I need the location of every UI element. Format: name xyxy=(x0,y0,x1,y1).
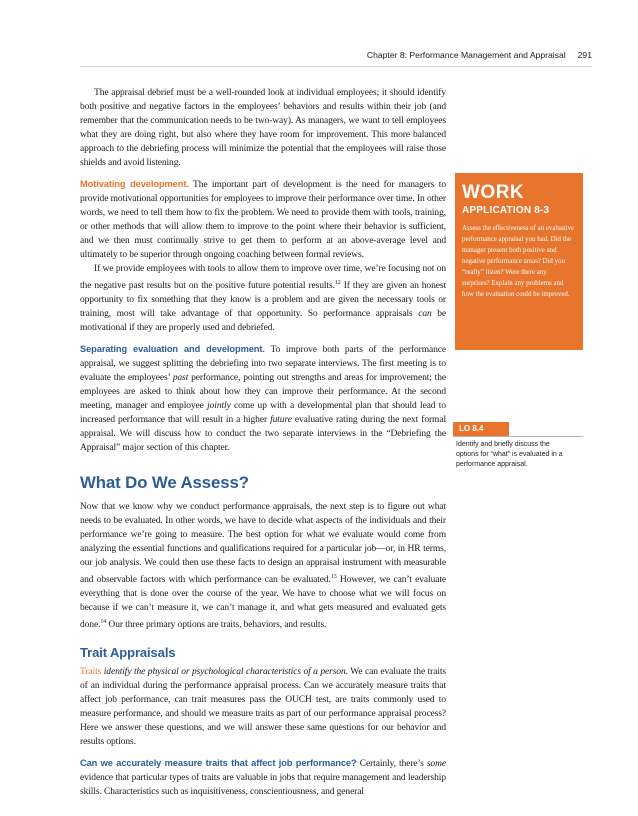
paragraph-text: be motivational if they are properly used and debriefed. xyxy=(80,309,447,334)
emphasis-text: past xyxy=(172,373,189,384)
header-rule xyxy=(80,66,592,67)
key-term-traits: Traits xyxy=(80,667,102,678)
paragraph-text: Now that we know why we conduct performance appraisals, the next step is to figure out what needs to be evaluated. In other words, we have to decide what aspects of the individuals and their performance we’re going to measure. The best option for what we evaluate would come from analyzing the essential functions and qualifications required for a particular job—or, in HR terms, our job analysis. We could then use these facts to design an appraisal instrument with measurable and observable factors with which performance can be evaluated. xyxy=(80,502,446,586)
paragraph-motivating-development xyxy=(80,177,446,262)
emphasis-text: jointly xyxy=(207,401,231,412)
footnote-ref: 13 xyxy=(330,574,337,581)
work-application-title: WORK xyxy=(462,182,525,203)
work-application-number: APPLICATION 8-3 xyxy=(462,205,550,216)
paragraph-text: If we provide employees with tools to allow them to improve over time, we’re focusing not on the negative past results but on the positive future potential results. xyxy=(80,264,446,292)
running-title: Chapter 8: Performance Management and Appraisal xyxy=(366,50,566,60)
paragraph-tools xyxy=(80,262,446,335)
paragraph-debrief: The appraisal debrief must be a well-rounded look at individual employees; it should identify both positive and negative factors in the employees’ behaviors and results within their job (and remember that the communication needs to be two-way). As managers, we want to tell employees what they are doing right, but also where they have room for improvement. This more balanced approach to the debriefing process will minimize the potential that the employees will raise those shields and avoid listening. xyxy=(80,88,446,168)
paragraph-text: However, we can’t evaluate everything that is done over the course of the year. We have to choose what we will focus on because if we can’t measure it, we can’t manage it, and what gets measured and evaluated gets done. xyxy=(80,575,447,631)
emphasis-text: some xyxy=(426,759,446,770)
footnote-ref: 14 xyxy=(100,619,107,626)
work-application-box xyxy=(455,173,583,350)
paragraph-text: Certainly, there’s xyxy=(356,759,427,770)
key-term-definition: identify the physical or psychological characteristics of a person xyxy=(101,667,346,678)
paragraph-what-to-evaluate xyxy=(80,500,446,632)
paragraph-measure-traits xyxy=(80,756,446,799)
subsection-heading-trait-appraisals: Trait Appraisals xyxy=(80,645,176,661)
paragraph-text: come up with a developmental plan that should lead to increased performance that will result in a higher xyxy=(80,401,446,426)
page-number: 291 xyxy=(577,50,592,60)
paragraph-separating xyxy=(80,342,446,455)
learning-objective-label: LO 8.4 xyxy=(453,422,509,436)
learning-objective-text: Identify and briefly discuss the options for “what” is evaluated in a performance appraisal. xyxy=(456,441,563,469)
run-in-heading-separating: Separating evaluation and development. xyxy=(80,344,265,355)
run-in-heading-measure-traits: Can we accurately measure traits that affect job performance? xyxy=(80,758,357,769)
paragraph-text: The important part of development is the need for managers to provide motivational opportunities for employees to improve their performance over time. In other words, we need to tell them how to fix the problem. We need to provide them with tools, training, or other methods that will allow them to improve to the point where their behavior is sufficient, and we then must continually strive to get them to perform at an above-average level and ultimately to be superior through ongoing coaching between formal reviews. xyxy=(80,180,446,260)
work-application-text: Assess the effectiveness of an evaluative performance appraisal you had. Did the manager present both positive and negative performance areas? Did you “really” listen? Were there any surprises? Explain any problems and how the evaluation could be improved. xyxy=(462,225,575,298)
paragraph-text: performance, pointing out strengths and areas for improvement; the employees are asked to think about how they can improve their performance. At the second meeting, manager and employee xyxy=(80,373,446,412)
paragraph-text: evidence that particular types of traits are valuable in jobs that require management and leadership skills. Characteristics such as inquisitiveness, conscientiousness, and general xyxy=(80,773,446,798)
paragraph-text: evaluative rating during the next formal appraisal. We will discuss how to conduct the two separate interviews in the “Debriefing the Appraisal” major section of this chapter. xyxy=(80,415,446,454)
running-header xyxy=(367,50,592,60)
run-in-heading-motivating: Motivating development. xyxy=(80,179,189,189)
learning-objective-rule xyxy=(453,436,583,437)
paragraph-text: . We can evaluate the traits of an individual during the performance appraisal process. Can we accurately measure traits that affect job performance, can trait measures pass the OUCH test, are traits commonly used to measure performance, and should we measure traits as part of our performance appraisal process? Here we answer these questions, and we will answer these same questions for our behavior and results options. xyxy=(80,667,446,748)
paragraph-text: Our three primary options are traits, behaviors, and results. xyxy=(106,620,327,631)
footnote-ref: 12 xyxy=(334,280,341,286)
paragraph-text: If they are given an honest opportunity to fix something that they know is a problem and are given the necessary tools or training, most will take advantage of that opportunity. So performance appraisals xyxy=(80,281,446,320)
emphasis-text: can xyxy=(418,309,432,320)
main-text-column xyxy=(80,86,446,799)
paragraph-text: To improve both parts of the performance appraisal, we suggest splitting the debriefing into two separate interviews. The first meeting is to evaluate the employees’ xyxy=(80,345,446,384)
emphasis-text: future xyxy=(270,415,292,426)
section-heading-what-do-we-assess: What Do We Assess? xyxy=(80,473,249,493)
paragraph-traits xyxy=(80,665,446,749)
